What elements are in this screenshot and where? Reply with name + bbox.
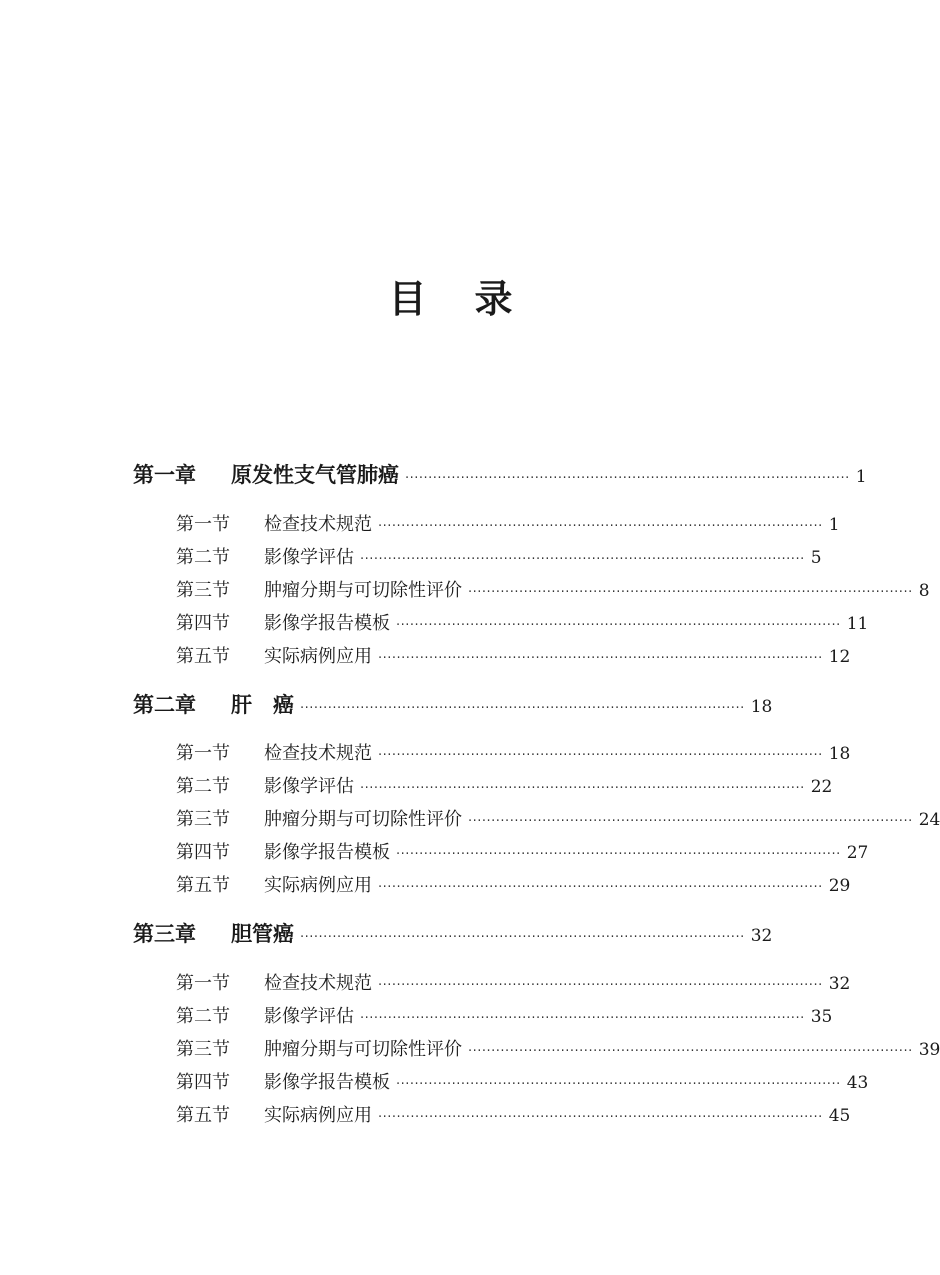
leader-dots: ································································································ bbox=[396, 618, 841, 633]
section-name: 实际病例应用 bbox=[264, 1105, 372, 1126]
chapter-number: 第一章 bbox=[133, 463, 196, 487]
section-name: 影像学报告模板 bbox=[264, 613, 390, 634]
title-char-left: 目 bbox=[388, 277, 429, 321]
section-name: 影像学评估 bbox=[264, 547, 354, 568]
chapter-name: 原发性支气管肺癌 bbox=[231, 463, 399, 487]
leader-dots: ································································································ bbox=[378, 519, 823, 534]
toc-section[interactable] bbox=[176, 1068, 869, 1094]
leader-dots: ································································································ bbox=[396, 1077, 841, 1092]
toc-section[interactable] bbox=[176, 871, 851, 897]
section-number: 第三节 bbox=[176, 580, 230, 601]
toc-section[interactable] bbox=[176, 1002, 833, 1028]
page-number: 5 bbox=[810, 548, 822, 568]
toc-section[interactable] bbox=[176, 838, 869, 864]
leader-dots: ································································································ bbox=[378, 880, 823, 895]
toc-section[interactable] bbox=[176, 1035, 940, 1061]
section-number: 第五节 bbox=[176, 646, 230, 667]
section-name: 影像学报告模板 bbox=[264, 1072, 390, 1093]
toc-section[interactable] bbox=[176, 739, 851, 765]
section-name: 检查技术规范 bbox=[264, 514, 372, 535]
section-name: 检查技术规范 bbox=[264, 743, 372, 764]
toc-section[interactable] bbox=[176, 642, 851, 668]
leader-dots: ································································································ bbox=[378, 651, 823, 666]
page-number: 35 bbox=[810, 1007, 833, 1027]
page-number: 43 bbox=[846, 1073, 869, 1093]
page-number: 32 bbox=[828, 974, 851, 994]
section-number: 第二节 bbox=[176, 1006, 230, 1027]
page-number: 45 bbox=[828, 1106, 851, 1126]
page-number: 18 bbox=[750, 697, 773, 717]
leader-dots: ································································································ bbox=[468, 814, 913, 829]
leader-dots: ································································································ bbox=[378, 748, 823, 763]
section-name: 肿瘤分期与可切除性评价 bbox=[264, 809, 462, 830]
section-number: 第四节 bbox=[176, 1072, 230, 1093]
leader-dots: ································································································ bbox=[300, 930, 745, 945]
leader-dots: ································································································ bbox=[378, 978, 823, 993]
toc-chapter[interactable] bbox=[133, 689, 773, 719]
section-number: 第五节 bbox=[176, 875, 230, 896]
title-char-right: 录 bbox=[474, 277, 515, 321]
toc-section[interactable] bbox=[176, 1101, 851, 1127]
section-name: 肿瘤分期与可切除性评价 bbox=[264, 580, 462, 601]
section-number: 第五节 bbox=[176, 1105, 230, 1126]
section-number: 第一节 bbox=[176, 514, 230, 535]
toc-section[interactable] bbox=[176, 510, 840, 536]
leader-dots: ································································································ bbox=[378, 1110, 823, 1125]
section-number: 第二节 bbox=[176, 776, 230, 797]
section-name: 实际病例应用 bbox=[264, 646, 372, 667]
section-name: 影像学报告模板 bbox=[264, 842, 390, 863]
page-number: 11 bbox=[846, 614, 869, 634]
leader-dots: ································································································ bbox=[396, 847, 841, 862]
section-name: 实际病例应用 bbox=[264, 875, 372, 896]
page-title bbox=[0, 268, 903, 323]
chapter-name: 肝 癌 bbox=[231, 693, 294, 717]
section-name: 影像学评估 bbox=[264, 1006, 354, 1027]
section-number: 第四节 bbox=[176, 842, 230, 863]
page-number: 22 bbox=[810, 777, 833, 797]
leader-dots: ································································································ bbox=[360, 781, 805, 796]
section-name: 检查技术规范 bbox=[264, 973, 372, 994]
chapter-name: 胆管癌 bbox=[231, 922, 294, 946]
section-number: 第二节 bbox=[176, 547, 230, 568]
leader-dots: ································································································ bbox=[468, 1044, 913, 1059]
chapter-number: 第二章 bbox=[133, 693, 196, 717]
page-number: 12 bbox=[828, 647, 851, 667]
leader-dots: ································································································ bbox=[360, 1011, 805, 1026]
toc-section[interactable] bbox=[176, 543, 822, 569]
leader-dots: ································································································ bbox=[300, 701, 745, 716]
chapter-number: 第三章 bbox=[133, 922, 196, 946]
page-number: 24 bbox=[918, 810, 940, 830]
leader-dots: ································································································ bbox=[360, 552, 805, 567]
toc-chapter[interactable] bbox=[133, 459, 867, 489]
section-number: 第三节 bbox=[176, 809, 230, 830]
section-number: 第一节 bbox=[176, 973, 230, 994]
page-number: 8 bbox=[918, 581, 930, 601]
page-number: 27 bbox=[846, 843, 869, 863]
section-number: 第一节 bbox=[176, 743, 230, 764]
page-number: 18 bbox=[828, 744, 851, 764]
page-number: 29 bbox=[828, 876, 851, 896]
page-number: 32 bbox=[750, 926, 773, 946]
page-number: 39 bbox=[918, 1040, 940, 1060]
toc-section[interactable] bbox=[176, 772, 833, 798]
toc-section[interactable] bbox=[176, 609, 869, 635]
leader-dots: ································································································ bbox=[405, 471, 850, 486]
section-name: 影像学评估 bbox=[264, 776, 354, 797]
leader-dots: ································································································ bbox=[468, 585, 913, 600]
toc-chapter[interactable] bbox=[133, 918, 773, 948]
section-number: 第三节 bbox=[176, 1039, 230, 1060]
section-number: 第四节 bbox=[176, 613, 230, 634]
toc-section[interactable] bbox=[176, 576, 930, 602]
toc-section[interactable] bbox=[176, 969, 851, 995]
section-name: 肿瘤分期与可切除性评价 bbox=[264, 1039, 462, 1060]
toc-section[interactable] bbox=[176, 805, 940, 831]
page-number: 1 bbox=[828, 515, 840, 535]
page-number: 1 bbox=[855, 467, 867, 487]
